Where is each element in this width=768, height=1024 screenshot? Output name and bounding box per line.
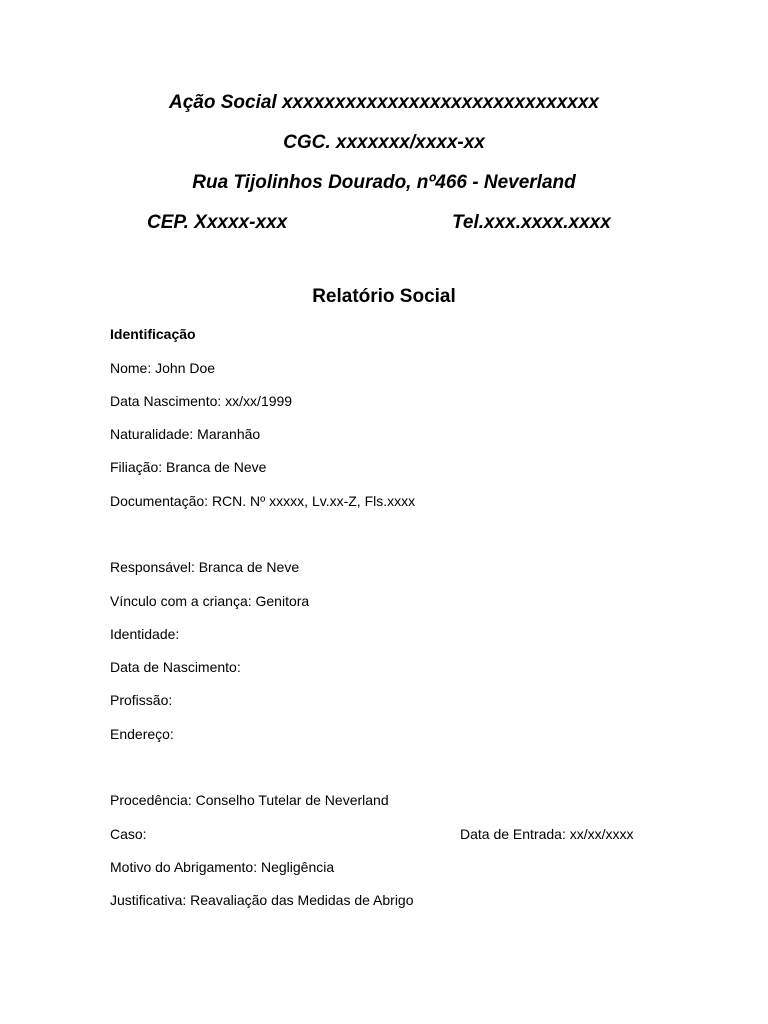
guardian-birth-date: Data de Nascimento: — [110, 659, 241, 675]
child-birthplace: Naturalidade: Maranhão — [110, 426, 261, 442]
organization-cep: CEP. Xxxxx-xxx — [147, 212, 288, 233]
child-parentage: Filiação: Branca de Neve — [110, 459, 267, 475]
child-birth-date: Data Nascimento: xx/xx/1999 — [110, 393, 293, 409]
child-documents: Documentação: RCN. Nº xxxxx, Lv.xx-Z, Fls.xxxx — [110, 493, 416, 509]
guardian-id: Identidade: — [110, 626, 180, 642]
organization-cgc: CGC. xxxxxxx/xxxx-xx — [283, 132, 485, 153]
guardian-name: Responsável: Branca de Neve — [110, 559, 300, 575]
organization-address: Rua Tijolinhos Dourado, nº466 - Neverland — [192, 172, 576, 193]
section-heading-identification: Identificação — [110, 326, 196, 342]
guardian-profession: Profissão: — [110, 692, 173, 708]
guardian-address: Endereço: — [110, 726, 174, 742]
case-entry-date: Data de Entrada: xx/xx/xxxx — [460, 826, 634, 842]
guardian-relationship: Vínculo com a criança: Genitora — [110, 593, 310, 609]
child-name: Nome: John Doe — [110, 360, 216, 376]
case-origin: Procedência: Conselho Tutelar de Neverland — [110, 792, 389, 808]
organization-name: Ação Social xxxxxxxxxxxxxxxxxxxxxxxxxxxxxx — [169, 92, 599, 113]
report-title: Relatório Social — [312, 286, 456, 307]
case-justification: Justificativa: Reavaliação das Medidas de Abrigo — [110, 892, 414, 908]
organization-phone: Tel.xxx.xxxx.xxxx — [452, 212, 611, 233]
case-reason: Motivo do Abrigamento: Negligência — [110, 859, 335, 875]
case-number: Caso: — [110, 826, 147, 842]
